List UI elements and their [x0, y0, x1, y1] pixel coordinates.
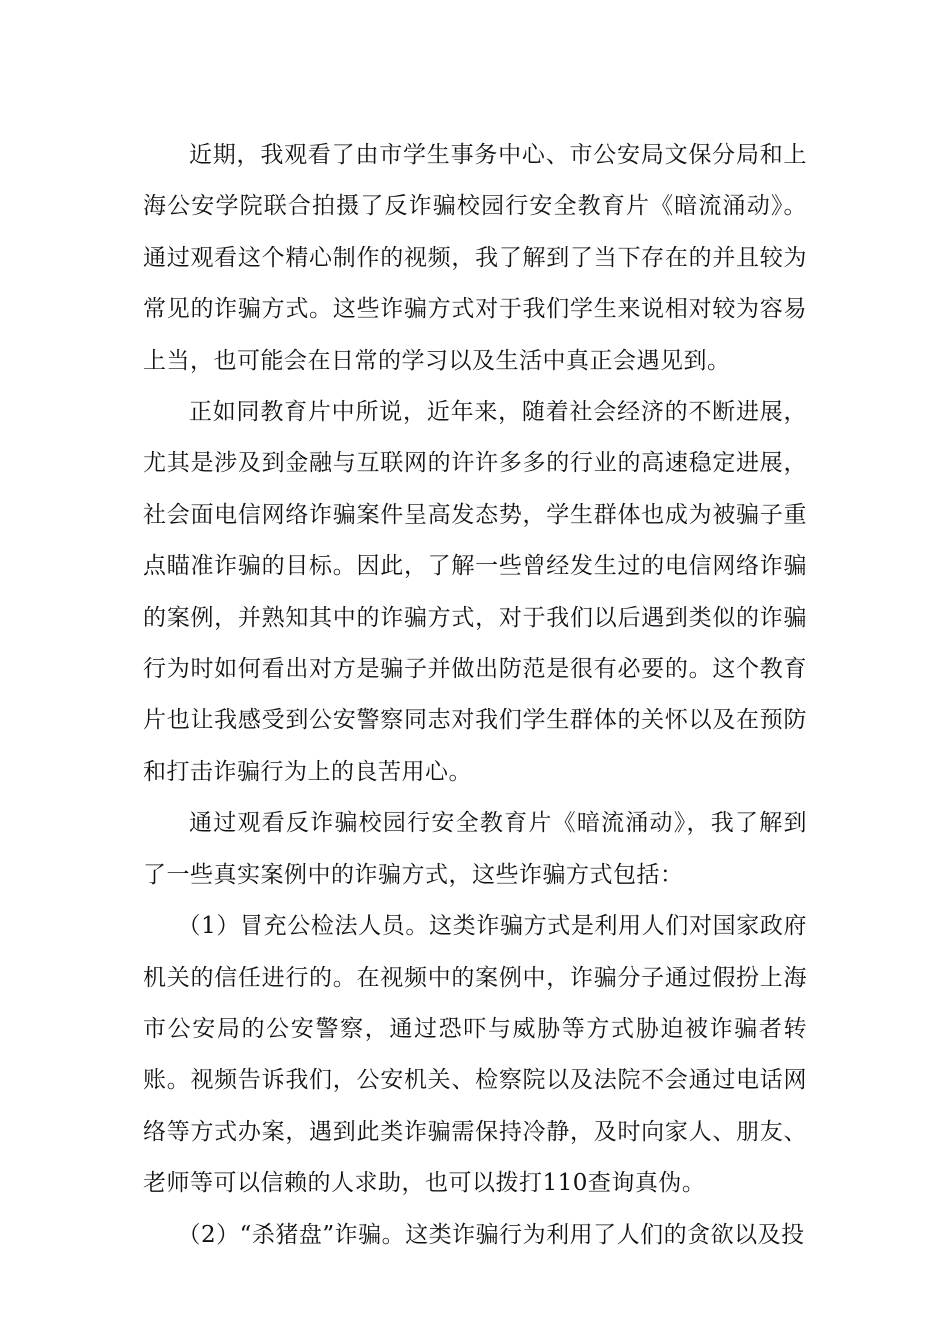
paragraph-intro: 近期，我观看了由市学生事务中心、市公安局文保分局和上海公安学院联合拍摄了反诈骗校园行安全教育片《暗流涌动》。通过观看这个精心制作的视频，我了解到了当下存在的并且较为常见的诈骗方式。这些诈骗方式对于我们学生来说相对较为容易上当，也可能会在日常的学习以及生活中真正会遇见到。	[143, 142, 807, 374]
paragraph-method-1: （1）冒充公检法人员。这类诈骗方式是利用人们对国家政府机关的信任进行的。在视频中的案例中，诈骗分子通过假扮上海市公安局的公安警察，通过恐吓与威胁等方式胁迫被诈骗者转账。视频告诉我们，公安机关、检察院以及法院不会通过电话网络等方式办案，遇到此类诈骗需保持冷静，及时向家人、朋友、老师等可以信赖的人求助，也可以拨打110查询真伪。	[143, 913, 807, 1197]
document-body	[143, 130, 807, 1261]
paragraph-context: 正如同教育片中所说，近年来，随着社会经济的不断进展，尤其是涉及到金融与互联网的许许多多的行业的高速稳定进展，社会面电信网络诈骗案件呈高发态势，学生群体也成为被骗子重点瞄准诈骗的目标。因此，了解一些曾经发生过的电信网络诈骗的案例，并熟知其中的诈骗方式，对于我们以后遇到类似的诈骗行为时如何看出对方是骗子并做出防范是很有必要的。这个教育片也让我感受到公安警察同志对我们学生群体的关怀以及在预防和打击诈骗行为上的良苦用心。	[143, 399, 807, 785]
paragraph-method-2: （2）“杀猪盘”诈骗。这类诈骗行为利用了人们的贪欲以及投	[177, 1221, 805, 1248]
paragraph-methods-intro: 通过观看反诈骗校园行安全教育片《暗流涌动》，我了解到了一些真实案例中的诈骗方式，这些诈骗方式包括：	[143, 810, 807, 888]
